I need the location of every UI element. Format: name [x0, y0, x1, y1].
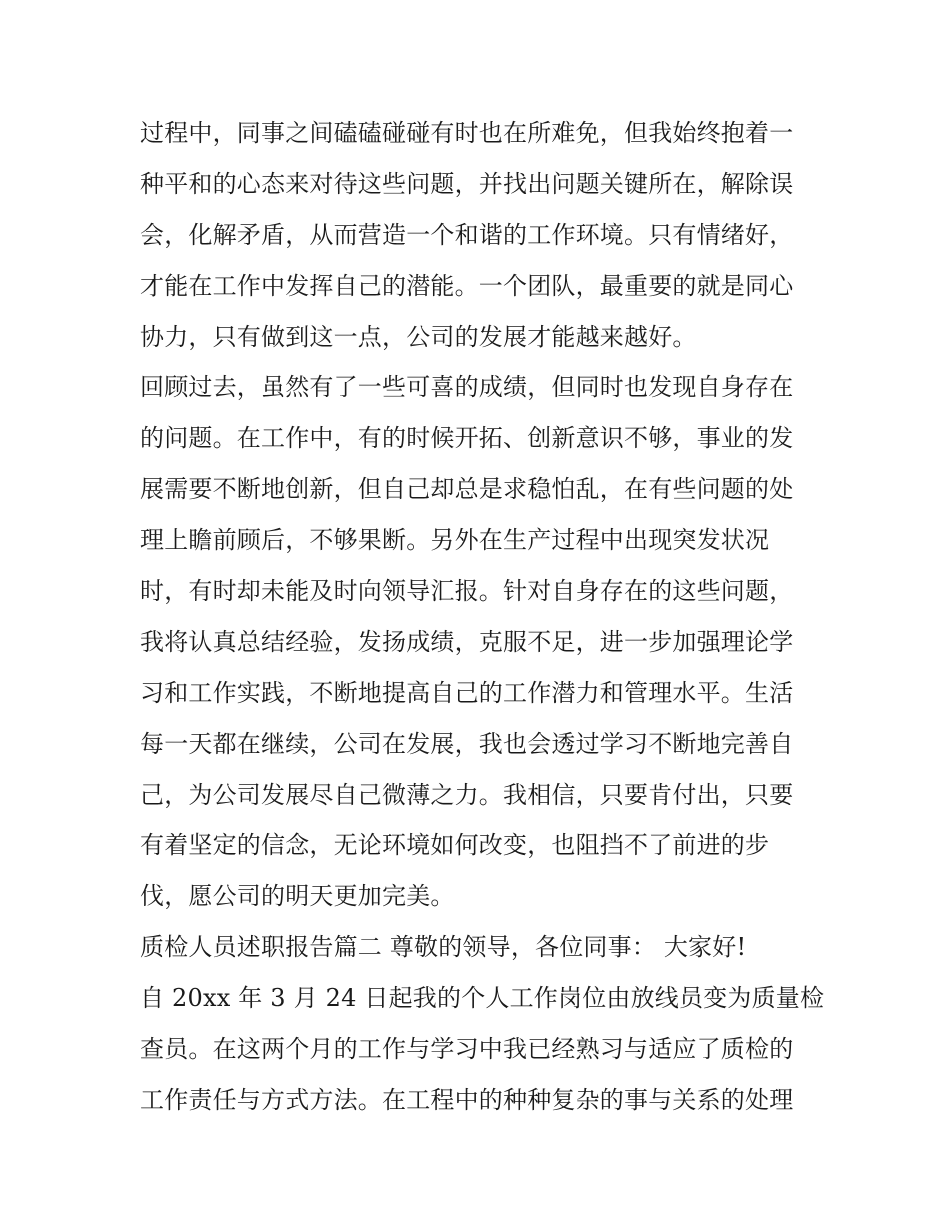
- text-line: 自 20xx 年 3 月 24 日起我的个人工作岗位由放线员变为质量检: [140, 984, 825, 1013]
- text-line: 的问题。在工作中，有的时候开拓、创新意识不够，事业的发: [140, 424, 794, 453]
- text-line: 才能在工作中发挥自己的潜能。一个团队，最重要的就是同心: [140, 271, 794, 300]
- text-line: 我将认真总结经验，发扬成绩，克服不足，进一步加强理论学: [140, 627, 794, 656]
- text-line: 每一天都在继续，公司在发展，我也会透过学习不断地完善自: [140, 729, 794, 758]
- text-line: 回顾过去，虽然有了一些可喜的成绩，但同时也发现自身存在: [140, 373, 794, 402]
- text-line: 种平和的心态来对待这些问题，并找出问题关键所在，解除误: [140, 169, 794, 198]
- text-line: 工作责任与方式方法。在工程中的种种复杂的事与关系的处理: [140, 1085, 794, 1114]
- text-line: 协力，只有做到这一点，公司的发展才能越来越好。: [140, 322, 697, 351]
- text-line: 理上瞻前顾后，不够果断。另外在生产过程中出现突发状况: [140, 526, 770, 555]
- section-heading-line: 质检人员述职报告篇二 尊敬的领导，各位同事： 大家好!: [140, 933, 747, 962]
- document-body: [140, 108, 825, 1126]
- text-line: 有着坚定的信念，无论环境如何改变，也阻挡不了前进的步: [140, 831, 770, 860]
- text-line: 查员。在这两个月的工作与学习中我已经熟习与适应了质检的: [140, 1035, 794, 1064]
- text-line: 时，有时却未能及时向领导汇报。针对自身存在的这些问题，: [140, 577, 794, 606]
- text-line: 过程中，同事之间磕磕碰碰有时也在所难免，但我始终抱着一: [140, 119, 794, 147]
- text-line: 会，化解矛盾，从而营造一个和谐的工作环境。只有情绪好，: [140, 220, 794, 249]
- text-line: 展需要不断地创新，但自己却总是求稳怕乱，在有些问题的处: [140, 475, 794, 504]
- text-line: 伐，愿公司的明天更加完美。: [140, 882, 455, 911]
- text-line: 己，为公司发展尽自己微薄之力。我相信，只要肯付出，只要: [140, 780, 794, 809]
- text-line: 习和工作实践，不断地提高自己的工作潜力和管理水平。生活: [140, 678, 794, 707]
